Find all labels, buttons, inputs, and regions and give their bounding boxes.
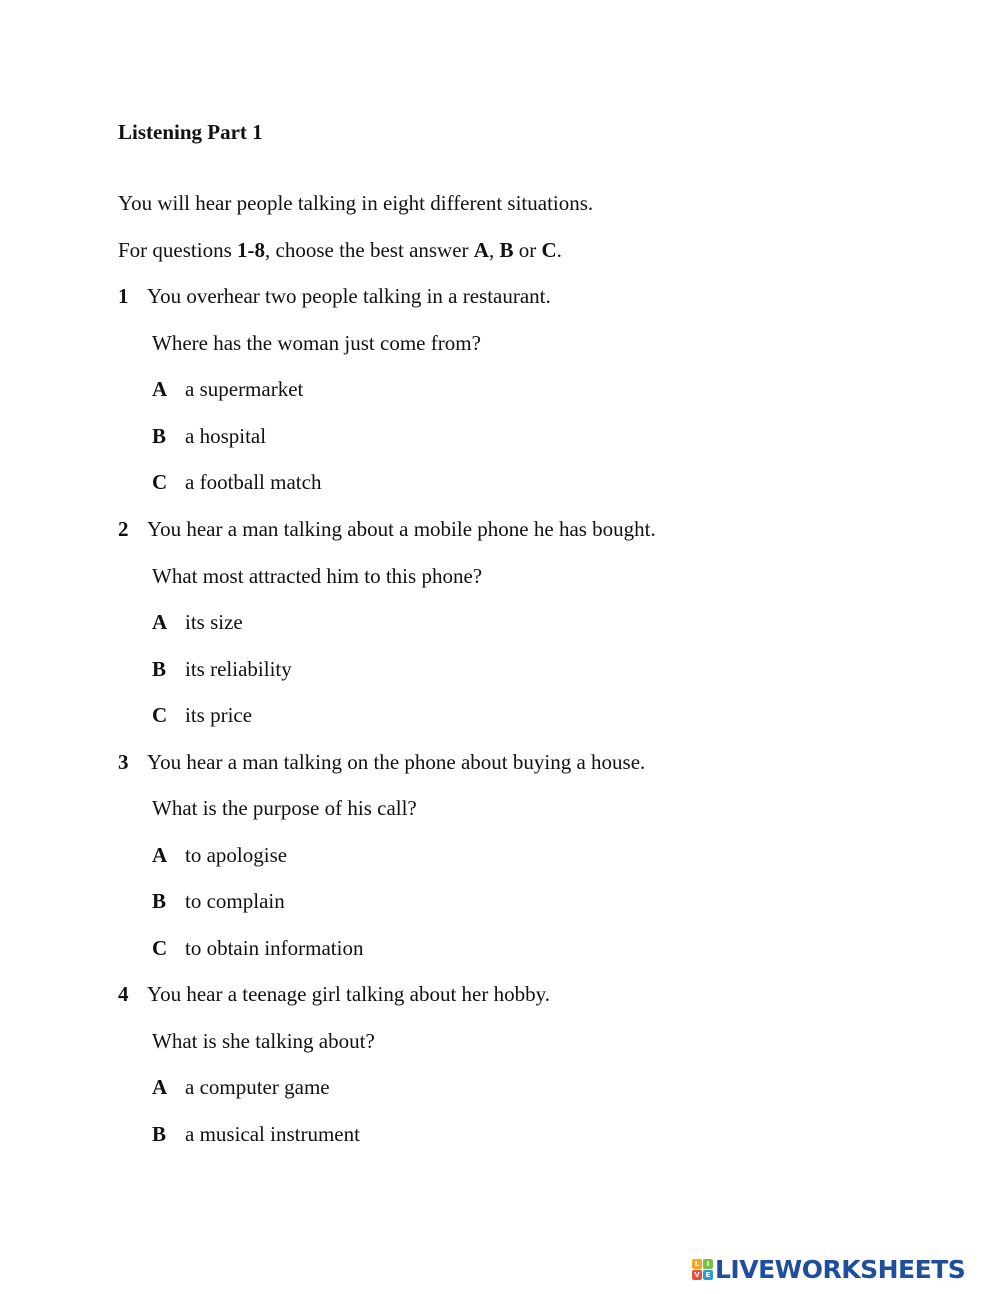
- situation-text: You overhear two people talking in a restaurant.: [147, 284, 551, 308]
- question-1-option-c[interactable]: [152, 468, 321, 496]
- question-number: 2: [118, 517, 129, 541]
- logo-mark-tile: V: [692, 1270, 702, 1280]
- question-1-option-a[interactable]: [152, 375, 303, 403]
- option-letter: B: [152, 1122, 167, 1146]
- logo-mark-tile: I: [703, 1259, 713, 1269]
- option-letter: C: [152, 470, 168, 494]
- logo-mark-tile: E: [703, 1270, 713, 1280]
- instruction-text: [118, 236, 562, 264]
- question-1-option-b[interactable]: [152, 422, 266, 450]
- question-3-option-a[interactable]: [152, 841, 287, 869]
- option-letter: A: [152, 377, 168, 401]
- option-letter: A: [152, 610, 168, 634]
- option-letter: C: [152, 703, 168, 727]
- situation-text: You hear a man talking about a mobile phone he has bought.: [147, 517, 656, 541]
- question-2-prompt: What most attracted him to this phone?: [152, 564, 483, 588]
- instruction-c: C: [541, 238, 557, 262]
- option-text: a computer game: [185, 1075, 330, 1099]
- question-number: 3: [118, 750, 129, 774]
- logo-text: LIVEWORKSHEETS: [715, 1254, 966, 1284]
- option-letter: B: [152, 657, 167, 681]
- intro-text: You will hear people talking in eight different situations.: [118, 191, 594, 215]
- question-2-option-b[interactable]: [152, 655, 292, 683]
- option-text: to obtain information: [185, 936, 364, 960]
- question-4-prompt: What is she talking about?: [152, 1029, 375, 1053]
- option-text: its price: [185, 703, 253, 727]
- question-1-prompt: Where has the woman just come from?: [152, 331, 481, 355]
- page-title: Listening Part 1: [118, 120, 263, 144]
- question-1-situation: [118, 282, 551, 310]
- option-text: a musical instrument: [185, 1122, 360, 1146]
- instruction-range: 1-8: [237, 238, 266, 262]
- logo-mark-tile: L: [692, 1259, 702, 1269]
- question-2-situation: [118, 515, 656, 543]
- situation-text: You hear a man talking on the phone about buying a house.: [147, 750, 646, 774]
- option-text: its reliability: [185, 657, 292, 681]
- option-letter: A: [152, 1075, 168, 1099]
- instruction-mid1: , choose the best answer: [265, 238, 474, 262]
- question-3-prompt: What is the purpose of his call?: [152, 796, 417, 820]
- question-4-option-a[interactable]: [152, 1073, 330, 1101]
- question-3-situation: [118, 748, 645, 776]
- instruction-a: A: [473, 238, 489, 262]
- situation-text: You hear a teenage girl talking about her hobby.: [147, 982, 550, 1006]
- logo-mark-icon: [692, 1259, 713, 1280]
- liveworksheets-logo: [692, 1252, 965, 1286]
- question-number: 4: [118, 982, 129, 1006]
- option-text: a football match: [185, 470, 322, 494]
- option-text: a hospital: [185, 424, 267, 448]
- instruction-end: .: [556, 238, 562, 262]
- instruction-sep1: ,: [488, 238, 500, 262]
- option-letter: B: [152, 889, 167, 913]
- instruction-b: B: [499, 238, 514, 262]
- option-text: a supermarket: [185, 377, 304, 401]
- option-text: its size: [185, 610, 243, 634]
- option-text: to complain: [185, 889, 285, 913]
- question-2-option-c[interactable]: [152, 701, 252, 729]
- option-letter: A: [152, 843, 168, 867]
- instruction-mid2: or: [513, 238, 542, 262]
- question-4-option-b[interactable]: [152, 1120, 360, 1148]
- question-number: 1: [118, 284, 129, 308]
- instruction-pre: For questions: [118, 238, 238, 262]
- option-letter: B: [152, 424, 167, 448]
- option-letter: C: [152, 936, 168, 960]
- question-3-option-b[interactable]: [152, 887, 285, 915]
- question-4-situation: [118, 980, 550, 1008]
- option-text: to apologise: [185, 843, 288, 867]
- question-2-option-a[interactable]: [152, 608, 243, 636]
- question-3-option-c[interactable]: [152, 934, 363, 962]
